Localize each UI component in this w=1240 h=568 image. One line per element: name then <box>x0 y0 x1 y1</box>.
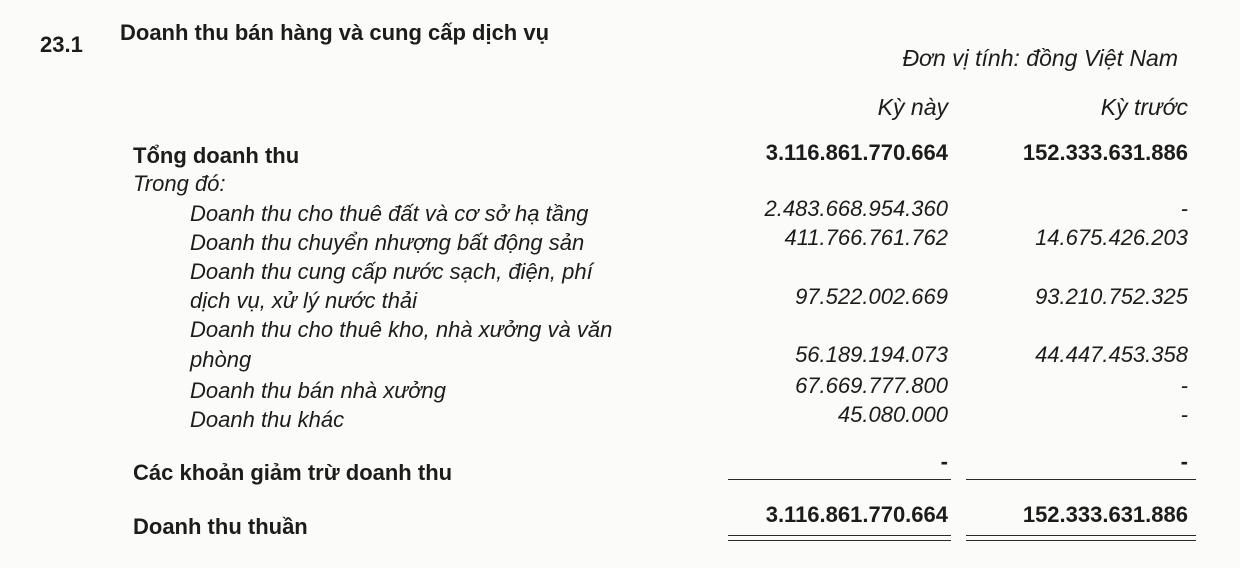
item-label: Doanh thu chuyển nhượng bất động sản <box>190 230 585 255</box>
double-underline-previous-top <box>966 535 1196 536</box>
item-previous: - <box>1180 196 1188 221</box>
item-label-line-2: dịch vụ, xử lý nước thải <box>190 288 418 313</box>
section-number: 23.1 <box>40 32 83 57</box>
deductions-label: Các khoản giảm trừ doanh thu <box>133 460 453 485</box>
column-header-previous: Kỳ trước <box>1100 94 1188 120</box>
item-current: 97.522.002.669 <box>795 284 948 309</box>
net-revenue-current: 3.116.861.770.664 <box>765 502 948 527</box>
item-previous: - <box>1180 402 1188 427</box>
unit-note: Đơn vị tính: đồng Việt Nam <box>902 45 1178 71</box>
item-label-line-2: phòng <box>190 347 252 372</box>
total-revenue-label: Tổng doanh thu <box>133 143 300 168</box>
item-current: 56.189.194.073 <box>795 342 948 367</box>
item-label: Doanh thu khác <box>190 407 345 432</box>
within-label: Trong đó: <box>133 171 226 196</box>
deductions-current: - <box>940 449 948 474</box>
item-previous: - <box>1180 373 1188 398</box>
item-label-line-1: Doanh thu cung cấp nước sạch, điện, phí <box>190 259 593 284</box>
item-current: 45.080.000 <box>837 402 948 427</box>
net-revenue-previous: 152.333.631.886 <box>1022 502 1188 527</box>
item-current: 67.669.777.800 <box>795 373 948 398</box>
subtotal-rule-current <box>728 479 951 480</box>
subtotal-rule-previous <box>966 479 1196 480</box>
item-previous: 14.675.426.203 <box>1035 225 1188 250</box>
total-revenue-current: 3.116.861.770.664 <box>765 140 948 165</box>
column-header-current: Kỳ này <box>877 94 948 120</box>
item-previous: 93.210.752.325 <box>1035 284 1188 309</box>
item-label: Doanh thu cho thuê đất và cơ sở hạ tầng <box>190 201 589 226</box>
double-underline-previous-bottom <box>966 540 1196 541</box>
double-underline-current-top <box>728 535 951 536</box>
item-previous: 44.447.453.358 <box>1035 342 1188 367</box>
section-title: Doanh thu bán hàng và cung cấp dịch vụ <box>120 20 550 45</box>
double-underline-current-bottom <box>728 540 951 541</box>
total-revenue-previous: 152.333.631.886 <box>1022 140 1188 165</box>
item-label: Doanh thu bán nhà xưởng <box>190 378 446 403</box>
item-label-line-1: Doanh thu cho thuê kho, nhà xưởng và văn <box>190 317 613 342</box>
item-current: 411.766.761.762 <box>784 225 948 250</box>
net-revenue-label: Doanh thu thuần <box>133 514 308 539</box>
item-current: 2.483.668.954.360 <box>764 196 948 221</box>
deductions-previous: - <box>1180 449 1188 474</box>
